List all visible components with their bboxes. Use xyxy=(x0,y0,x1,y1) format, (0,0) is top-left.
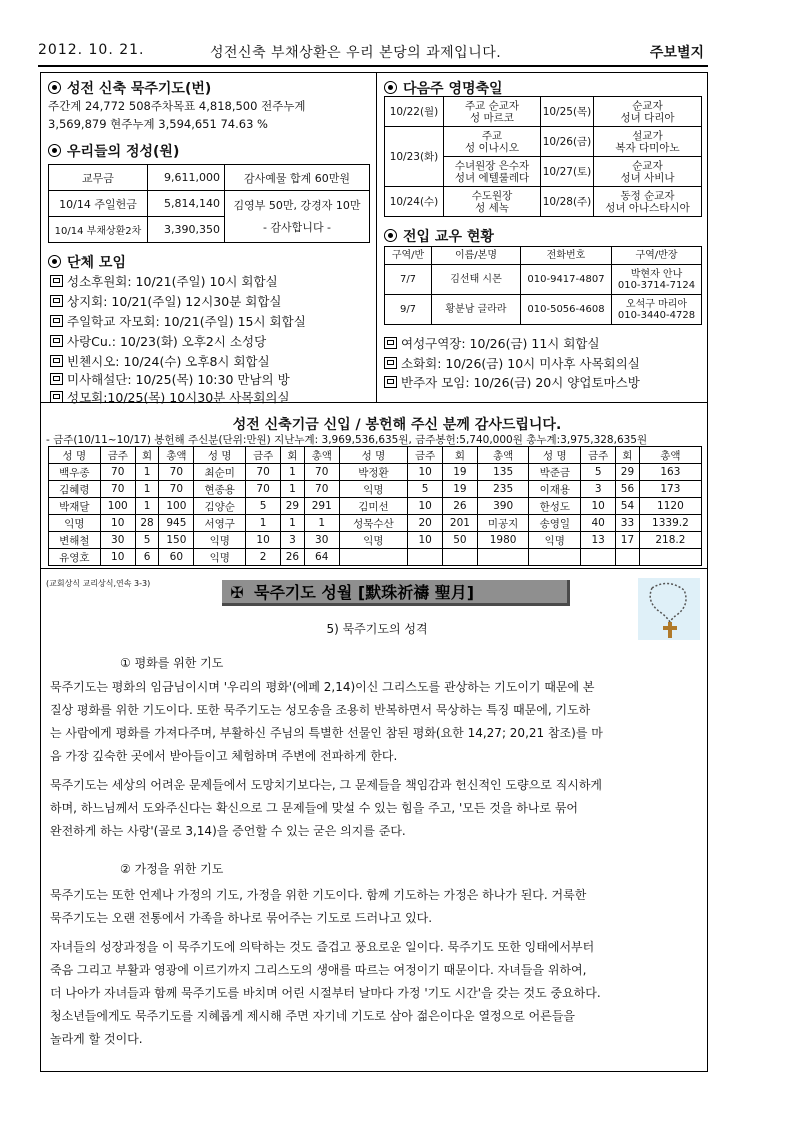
donor-name: 익명 xyxy=(339,481,407,498)
donor-value xyxy=(616,549,640,566)
donor-value: 3 xyxy=(581,481,616,498)
donor-name: 송영일 xyxy=(529,515,581,532)
donor-name xyxy=(339,549,407,566)
fund-title: 성전 신축기금 신입 / 봉헌해 주신 분께 감사드립니다. xyxy=(232,417,562,433)
paragraph-line: 묵주기도는 또한 언제나 가정의 기도, 가정을 위한 기도이다. 함께 기도하는 가정은 하나가 된다. 거룩한 xyxy=(50,888,587,902)
list-item: 주일학교 자모회: 10/21(주일) 15시 회합실 xyxy=(50,312,306,330)
donor-value: 17 xyxy=(616,532,640,549)
article-subheading-2: ② 가정을 위한 기도 xyxy=(120,862,224,876)
donor-value: 390 xyxy=(477,498,529,515)
pointing-hand-icon xyxy=(50,315,63,327)
donor-name: 성묵수산 xyxy=(339,515,407,532)
column-header: 이름/본명 xyxy=(432,247,521,265)
donor-value: 1120 xyxy=(639,498,701,515)
donor-value xyxy=(443,549,478,566)
movein-title: 전입 교우 현황 xyxy=(384,226,494,246)
offering-amount: 5,814,140 xyxy=(148,191,225,217)
header-rule xyxy=(38,65,708,67)
donor-name: 유영호 xyxy=(49,549,101,566)
donor-name: 박정환 xyxy=(339,464,407,481)
donor-value: 10 xyxy=(408,464,443,481)
movein-area: 7/7 xyxy=(385,265,432,295)
movein-leader: 박현자 안나 010-3714-7124 xyxy=(612,265,702,295)
paragraph-line: 묵주기도는 세상의 어려운 문제들에서 도망치기보다는, 그 문제들을 책임감과 헌신적인 도량으로 직시하게 xyxy=(50,778,603,792)
column-header: 구역/반장 xyxy=(612,247,702,265)
donor-value: 60 xyxy=(159,549,194,566)
radio-bullet-icon xyxy=(48,81,61,94)
donor-value: 26 xyxy=(443,498,478,515)
feast-name: 동정 순교자 성녀 아나스타시아 xyxy=(594,187,702,217)
donor-value: 1 xyxy=(304,515,339,532)
offering-amount: 3,390,350 xyxy=(148,217,225,243)
list-item: 여성구역장: 10/26(금) 11시 회합실 xyxy=(384,334,600,352)
bulletin-slogan: 성전신축 부채상환은 우리 본당의 과제입니다. xyxy=(210,45,502,61)
radio-bullet-icon xyxy=(48,255,61,268)
donor-value: 19 xyxy=(443,464,478,481)
feast-date: 10/27(토) xyxy=(541,157,594,187)
offering-amount: 9,611,000 xyxy=(148,165,225,191)
pointing-hand-icon xyxy=(384,337,397,349)
table-row xyxy=(49,498,702,515)
donor-value xyxy=(581,549,616,566)
paragraph-line: 청소년들에게도 묵주기도를 지혜롭게 제시해 주면 자기네 기도로 삼아 젊은이다운 열정으로 어른들을 xyxy=(50,1009,576,1023)
paragraph-line: 죽음 그리고 부활과 영광에 이르기까지 그리스도의 생애를 따르는 여정이기 때문이다. 자녀들을 위하여, xyxy=(50,963,587,977)
donor-value: 70 xyxy=(304,481,339,498)
table-row xyxy=(49,532,702,549)
donor-value: 10 xyxy=(581,498,616,515)
list-item: 상지회: 10/21(주일) 12시30분 회합실 xyxy=(50,292,281,310)
donor-value: 70 xyxy=(100,464,135,481)
donor-name: 익명 xyxy=(529,532,581,549)
table-row xyxy=(49,481,702,498)
paragraph-line: 는 사람에게 평화를 가져다주며, 부활하신 주님의 특별한 선물인 참된 평화(요한 14,27; 20,21 참조)를 마 xyxy=(50,726,603,740)
pointing-hand-icon xyxy=(50,373,63,385)
rosary-prayer-line2: 3,569,879 현주누계 3,594,651 74.63 % xyxy=(48,117,268,131)
table-row xyxy=(49,549,702,566)
donor-value: 218.2 xyxy=(639,532,701,549)
article-banner xyxy=(222,580,570,606)
donor-value: 10 xyxy=(246,532,281,549)
feast-name: 수도원장 성 세녹 xyxy=(444,187,541,217)
donor-value: 945 xyxy=(159,515,194,532)
donor-name: 김양순 xyxy=(194,498,246,515)
donor-value: 70 xyxy=(159,481,194,498)
feast-table xyxy=(384,96,702,217)
table-row xyxy=(385,187,702,217)
donor-value: 28 xyxy=(135,515,159,532)
pointing-hand-icon xyxy=(384,376,397,388)
donor-value: 70 xyxy=(246,464,281,481)
paragraph-line: 하며, 하느님께서 도와주신다는 확신으로 그 문제들에 맞설 수 있는 힘을 주고, '모든 것을 하나로 묶어 xyxy=(50,801,579,815)
column-header: 금주 xyxy=(408,447,443,464)
column-header: 회 xyxy=(281,447,305,464)
column-header: 성 명 xyxy=(529,447,581,464)
donor-value: 1 xyxy=(246,515,281,532)
pointing-hand-icon xyxy=(50,335,63,347)
table-row xyxy=(49,515,702,532)
donor-value: 50 xyxy=(443,532,478,549)
offering-note-body: 김영부 50만, 강경자 10만 xyxy=(233,198,361,212)
donor-name: 박준금 xyxy=(529,464,581,481)
rosary-prayer-line1: 주간계 24,772 508주차목표 4,818,500 전주누계 xyxy=(48,99,306,113)
donor-value: 10 xyxy=(408,498,443,515)
donor-value: 5 xyxy=(581,464,616,481)
feast-date: 10/24(수) xyxy=(385,187,444,217)
paragraph-line: 묵주기도는 오랜 전통에서 가족을 하나로 묶어주는 기도로 드러나고 있다. xyxy=(50,911,433,925)
donor-value: 1 xyxy=(281,464,305,481)
donor-name: 김혜령 xyxy=(49,481,101,498)
column-divider xyxy=(376,72,377,402)
groups-title: 단체 모임 xyxy=(48,252,126,272)
column-header: 회 xyxy=(135,447,159,464)
donor-value xyxy=(477,549,529,566)
list-item: 성모회:10/25(목) 10시30분 사목회의실 xyxy=(50,388,290,406)
donor-value: 291 xyxy=(304,498,339,515)
column-header: 총액 xyxy=(639,447,701,464)
column-header: 성 명 xyxy=(194,447,246,464)
paragraph-line: 질상 평화를 위한 기도이다. 또한 묵주기도는 성모송을 조용히 반복하면서 묵상하는 특징 때문에, 기도하 xyxy=(50,703,591,717)
paragraph-line: 더 나아가 자녀들과 함께 묵주기도를 바치며 어린 시절부터 날마다 가정 '기도 시간'을 갖는 것도 중요하다. xyxy=(50,986,601,1000)
offering-label: 교무금 xyxy=(49,165,148,191)
list-item: 미사해설단: 10/25(목) 10:30 만남의 방 xyxy=(50,370,290,388)
table-row xyxy=(385,127,702,157)
donor-value: 미공지 xyxy=(477,515,529,532)
list-item: 성소후원회: 10/21(주일) 10시 회합실 xyxy=(50,272,278,290)
donor-value: 1 xyxy=(281,515,305,532)
donor-value: 70 xyxy=(100,481,135,498)
fund-table xyxy=(48,446,702,566)
feast-name: 주교 성 이나시오 xyxy=(444,127,541,157)
donor-value: 64 xyxy=(304,549,339,566)
donor-value: 56 xyxy=(616,481,640,498)
list-item: 소화회: 10/26(금) 10시 미사후 사목회의실 xyxy=(384,354,640,372)
cross-icon: ✠ xyxy=(230,583,244,602)
donor-value: 70 xyxy=(304,464,339,481)
offering-note xyxy=(225,191,370,243)
donor-name: 한성도 xyxy=(529,498,581,515)
feast-name: 수녀원장 은수자 성녀 에텔룰레다 xyxy=(444,157,541,187)
table-row xyxy=(385,247,702,265)
header xyxy=(38,42,710,64)
table-row xyxy=(49,464,702,481)
donor-name: 익명 xyxy=(194,532,246,549)
donor-value: 150 xyxy=(159,532,194,549)
donor-value: 201 xyxy=(443,515,478,532)
column-header: 성 명 xyxy=(49,447,101,464)
donor-value: 173 xyxy=(639,481,701,498)
radio-bullet-icon xyxy=(384,229,397,242)
donor-value: 163 xyxy=(639,464,701,481)
donor-name: 현종용 xyxy=(194,481,246,498)
table-row xyxy=(49,191,370,217)
donor-value: 5 xyxy=(246,498,281,515)
donor-value: 1 xyxy=(135,481,159,498)
donor-name: 이재용 xyxy=(529,481,581,498)
movein-area: 9/7 xyxy=(385,295,432,325)
article-heading: 5) 묵주기도의 성격 xyxy=(326,622,428,636)
feast-date: 10/23(화) xyxy=(385,127,444,187)
column-header: 총액 xyxy=(477,447,529,464)
feast-name: 순교자 성녀 사비나 xyxy=(594,157,702,187)
donor-name: 익명 xyxy=(49,515,101,532)
donor-name: 변해철 xyxy=(49,532,101,549)
article-banner-text: 묵주기도 성월 [默珠祈禱 聖月] xyxy=(254,583,475,602)
fund-subtitle: - 금주(10/11~10/17) 봉헌해 주신분(단위:만원) 지난누계: 3,969,536,635원, 금주봉헌:5,740,000원 총누계:3,975,328,635원 xyxy=(46,434,648,446)
radio-bullet-icon xyxy=(48,144,61,157)
donor-value: 135 xyxy=(477,464,529,481)
movein-name: 김선태 시몬 xyxy=(432,265,521,295)
donor-name: 익명 xyxy=(194,549,246,566)
donor-value: 235 xyxy=(477,481,529,498)
paragraph-line: 완전하게 하는 사랑'(골로 3,14)을 증언할 수 있는 굳은 의지를 준다. xyxy=(50,824,406,838)
article-small-note: (교회상식 교리상식,연속 3-3) xyxy=(46,579,151,588)
column-header: 구역/반 xyxy=(385,247,432,265)
movein-table xyxy=(384,246,702,325)
feast-title: 다음주 영명축일 xyxy=(384,78,503,98)
donor-name: 박재달 xyxy=(49,498,101,515)
pointing-hand-icon xyxy=(384,357,397,369)
donor-value xyxy=(639,549,701,566)
donor-value: 2 xyxy=(246,549,281,566)
donor-value: 10 xyxy=(100,549,135,566)
donor-name: 최순미 xyxy=(194,464,246,481)
donor-value: 1 xyxy=(281,481,305,498)
donor-value: 1980 xyxy=(477,532,529,549)
column-header: 성 명 xyxy=(339,447,407,464)
donor-name: 김미선 xyxy=(339,498,407,515)
donor-value: 5 xyxy=(135,532,159,549)
table-row xyxy=(385,97,702,127)
pointing-hand-icon xyxy=(50,295,63,307)
column-header: 총액 xyxy=(304,447,339,464)
rosary-prayer-title: 성전 신축 묵주기도(번) xyxy=(48,78,211,98)
paragraph-line: 음 가장 깊숙한 곳에서 받아들이고 체험하며 주변에 전파하게 한다. xyxy=(50,749,398,763)
offering-label: 10/14 주일헌금 xyxy=(49,191,148,217)
article-subheading-1: ① 평화를 위한 기도 xyxy=(120,656,224,670)
donor-value: 70 xyxy=(159,464,194,481)
donor-value: 70 xyxy=(246,481,281,498)
donor-value: 26 xyxy=(281,549,305,566)
column-header: 금주 xyxy=(246,447,281,464)
donor-value: 29 xyxy=(281,498,305,515)
offering-note-thanks: - 감사합니다 - xyxy=(262,220,332,234)
donor-value: 10 xyxy=(408,532,443,549)
feast-date: 10/25(목) xyxy=(541,97,594,127)
feast-date: 10/28(주) xyxy=(541,187,594,217)
movein-phone: 010-9417-4807 xyxy=(521,265,612,295)
donor-value: 5 xyxy=(408,481,443,498)
donor-value: 3 xyxy=(281,532,305,549)
table-row xyxy=(385,295,702,325)
column-header: 전화번호 xyxy=(521,247,612,265)
radio-bullet-icon xyxy=(384,81,397,94)
offering-table xyxy=(48,164,370,243)
donor-value: 33 xyxy=(616,515,640,532)
donor-value: 1339.2 xyxy=(639,515,701,532)
donor-value: 6 xyxy=(135,549,159,566)
column-header: 총액 xyxy=(159,447,194,464)
donor-value: 54 xyxy=(616,498,640,515)
column-header: 금주 xyxy=(581,447,616,464)
bulletin-date: 2012. 10. 21. xyxy=(38,42,145,58)
donor-value: 100 xyxy=(100,498,135,515)
paragraph-line: 놀라게 할 것이다. xyxy=(50,1032,143,1046)
movein-leader: 오석구 마리아 010-3440-4728 xyxy=(612,295,702,325)
pointing-hand-icon xyxy=(50,275,63,287)
feast-date: 10/26(금) xyxy=(541,127,594,157)
donor-value: 1 xyxy=(135,464,159,481)
pointing-hand-icon xyxy=(50,391,63,403)
column-header: 금주 xyxy=(100,447,135,464)
donor-name: 서영구 xyxy=(194,515,246,532)
donor-value: 20 xyxy=(408,515,443,532)
movein-phone: 010-5056-4608 xyxy=(521,295,612,325)
donor-value: 19 xyxy=(443,481,478,498)
movein-name: 황분남 글라라 xyxy=(432,295,521,325)
paragraph-line: 자녀들의 성장과정을 이 묵주기도에 의탁하는 것도 즐겁고 풍요로운 일이다. 묵주기도 또한 잉태에서부터 xyxy=(50,940,595,954)
donor-value: 30 xyxy=(304,532,339,549)
section-divider-2 xyxy=(40,568,708,569)
table-row xyxy=(49,447,702,464)
column-header: 회 xyxy=(616,447,640,464)
donor-value: 100 xyxy=(159,498,194,515)
table-row xyxy=(385,265,702,295)
donor-value: 30 xyxy=(100,532,135,549)
feast-name: 설교가 복자 다미아노 xyxy=(594,127,702,157)
donor-value xyxy=(408,549,443,566)
table-row xyxy=(49,165,370,191)
donor-name xyxy=(529,549,581,566)
pointing-hand-icon xyxy=(50,355,63,367)
feast-date: 10/22(월) xyxy=(385,97,444,127)
list-item: 사랑Cu.: 10/23(화) 오후2시 소성당 xyxy=(50,332,266,350)
bulletin-badge: 주보별지 xyxy=(649,45,704,61)
offering-label: 10/14 부채상환2차 xyxy=(49,217,148,243)
offering-note-head: 감사예물 합계 60만원 xyxy=(225,165,370,191)
donor-value: 40 xyxy=(581,515,616,532)
donor-value: 10 xyxy=(100,515,135,532)
list-item: 반주자 모임: 10/26(금) 20시 양업토마스방 xyxy=(384,373,640,391)
offering-title: 우리들의 정성(원) xyxy=(48,141,179,161)
paragraph-line: 묵주기도는 평화의 임금님이시며 '우리의 평화'(에페 2,14)이신 그리스도를 관상하는 기도이기 때문에 본 xyxy=(50,680,595,694)
donor-value: 29 xyxy=(616,464,640,481)
donor-value: 13 xyxy=(581,532,616,549)
donor-value: 1 xyxy=(135,498,159,515)
donor-name: 익명 xyxy=(339,532,407,549)
column-header: 회 xyxy=(443,447,478,464)
donor-name: 백우종 xyxy=(49,464,101,481)
list-item: 빈첸시오: 10/24(수) 오후8시 회합실 xyxy=(50,352,270,370)
feast-name: 주교 순교자 성 마르코 xyxy=(444,97,541,127)
feast-name: 순교자 성녀 다리아 xyxy=(594,97,702,127)
